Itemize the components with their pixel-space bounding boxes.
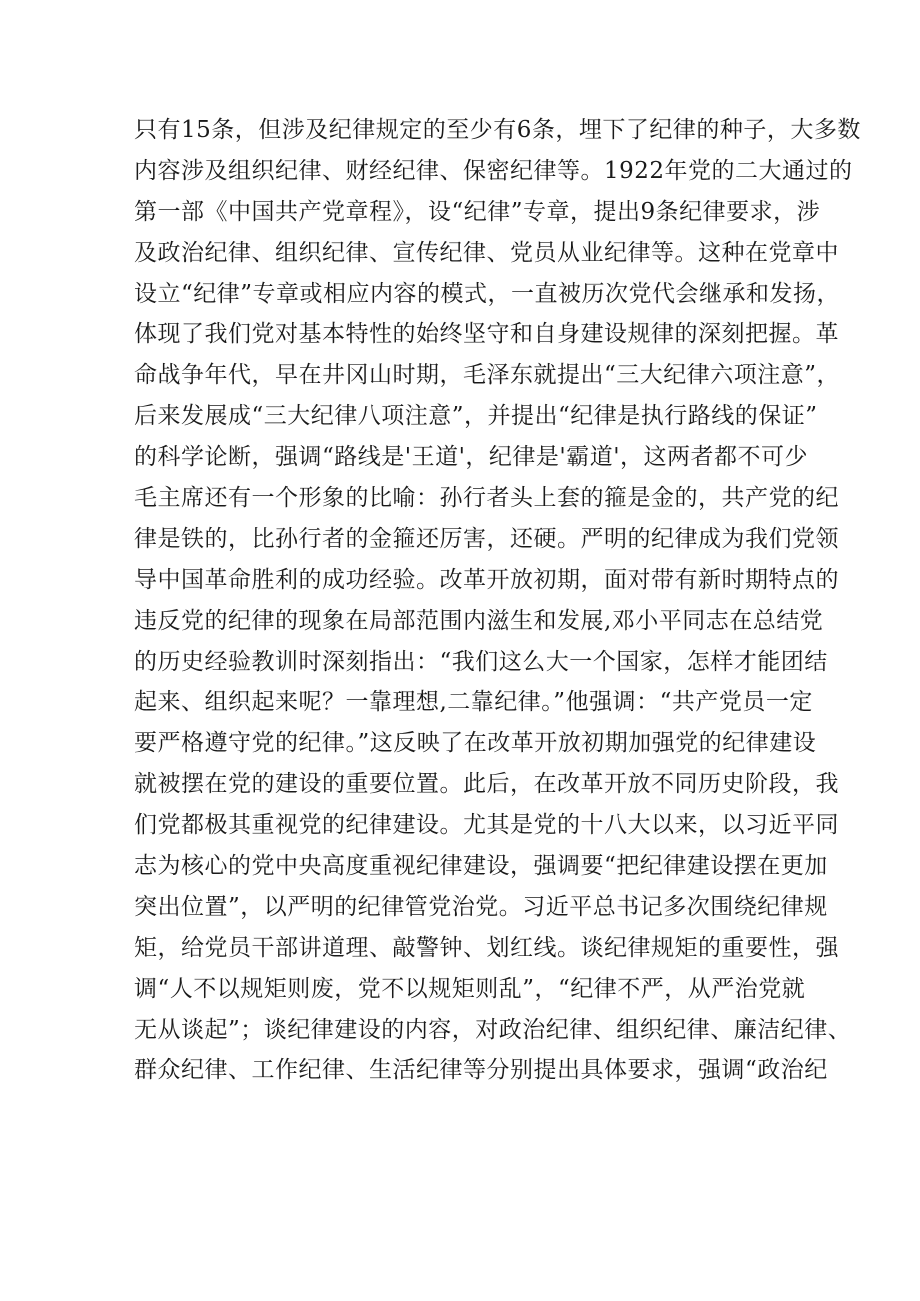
text-line: 调“人不以规矩则废，党不以规矩则乱”，“纪律不严，从严治党就 bbox=[134, 975, 806, 1002]
text-line: 就被摆在党的建设的重要位置。此后，在改革开放不同历史阶段，我 bbox=[134, 771, 839, 798]
text-line: 群众纪律、工作纪律、生活纪律等分别提出具体要求，强调“政治纪 bbox=[134, 1057, 828, 1084]
text-line: 及政治纪律、组织纪律、宣传纪律、党员从业纪律等。这种在党章中 bbox=[134, 239, 839, 266]
text-line: 的科学论断，强调“路线是'王道'，纪律是'霸道'，这两者都不可少 bbox=[134, 444, 809, 471]
text-line: 违反党的纪律的现象在局部范围内滋生和发展,邓小平同志在总结党 bbox=[134, 607, 824, 634]
text-line: 无从谈起”；谈纪律建设的内容，对政治纪律、组织纪律、廉洁纪律、 bbox=[134, 1016, 852, 1043]
body-text bbox=[134, 110, 861, 1091]
text-line: 命战争年代，早在井冈山时期，毛泽东就提出“三大纪律六项注意”， bbox=[134, 362, 841, 389]
text-line: 突出位置”，以严明的纪律管党治党。习近平总书记多次围绕纪律规 bbox=[134, 893, 828, 920]
text-line: 导中国革命胜利的成功经验。改革开放初期，面对带有新时期特点的 bbox=[134, 566, 839, 593]
text-line: 的历史经验教训时深刻指出：“我们这么大一个国家，怎样才能团结 bbox=[134, 648, 828, 675]
text-line: 后来发展成“三大纪律八项注意”，并提出“纪律是执行路线的保证” bbox=[134, 403, 818, 430]
text-line: 要严格遵守党的纪律。”这反映了在改革开放初期加强党的纪律建设 bbox=[134, 730, 817, 757]
text-line: 律是铁的，比孙行者的金箍还厉害，还硬。严明的纪律成为我们党领 bbox=[134, 525, 839, 552]
text-line: 起来、组织起来呢？一靠理想,二靠纪律。”他强调：“共产党员一定 bbox=[134, 689, 813, 716]
text-line: 志为核心的党中央高度重视纪律建设，强调要“把纪律建设摆在更加 bbox=[134, 853, 828, 880]
text-line: 内容涉及组织纪律、财经纪律、保密纪律等。1922年党的二大通过的 bbox=[134, 157, 853, 184]
text-line: 设立“纪律”专章或相应内容的模式，一直被历次党代会继承和发扬， bbox=[134, 280, 841, 307]
text-line: 毛主席还有一个形象的比喻：孙行者头上套的箍是金的，共产党的纪 bbox=[134, 485, 839, 512]
text-line: 第一部《中国共产党章程》，设“纪律”专章，提出9条纪律要求，涉 bbox=[134, 198, 821, 225]
text-line: 只有15条，但涉及纪律规定的至少有6条，埋下了纪律的种子，大多数 bbox=[134, 117, 861, 143]
text-line: 体现了我们党对基本特性的始终坚守和自身建设规律的深刻把握。革 bbox=[134, 321, 839, 348]
text-line: 矩，给党员干部讲道理、敲警钟、划红线。谈纪律规矩的重要性，强 bbox=[134, 934, 839, 961]
text-line: 们党都极其重视党的纪律建设。尤其是党的十八大以来，以习近平同 bbox=[134, 812, 839, 839]
